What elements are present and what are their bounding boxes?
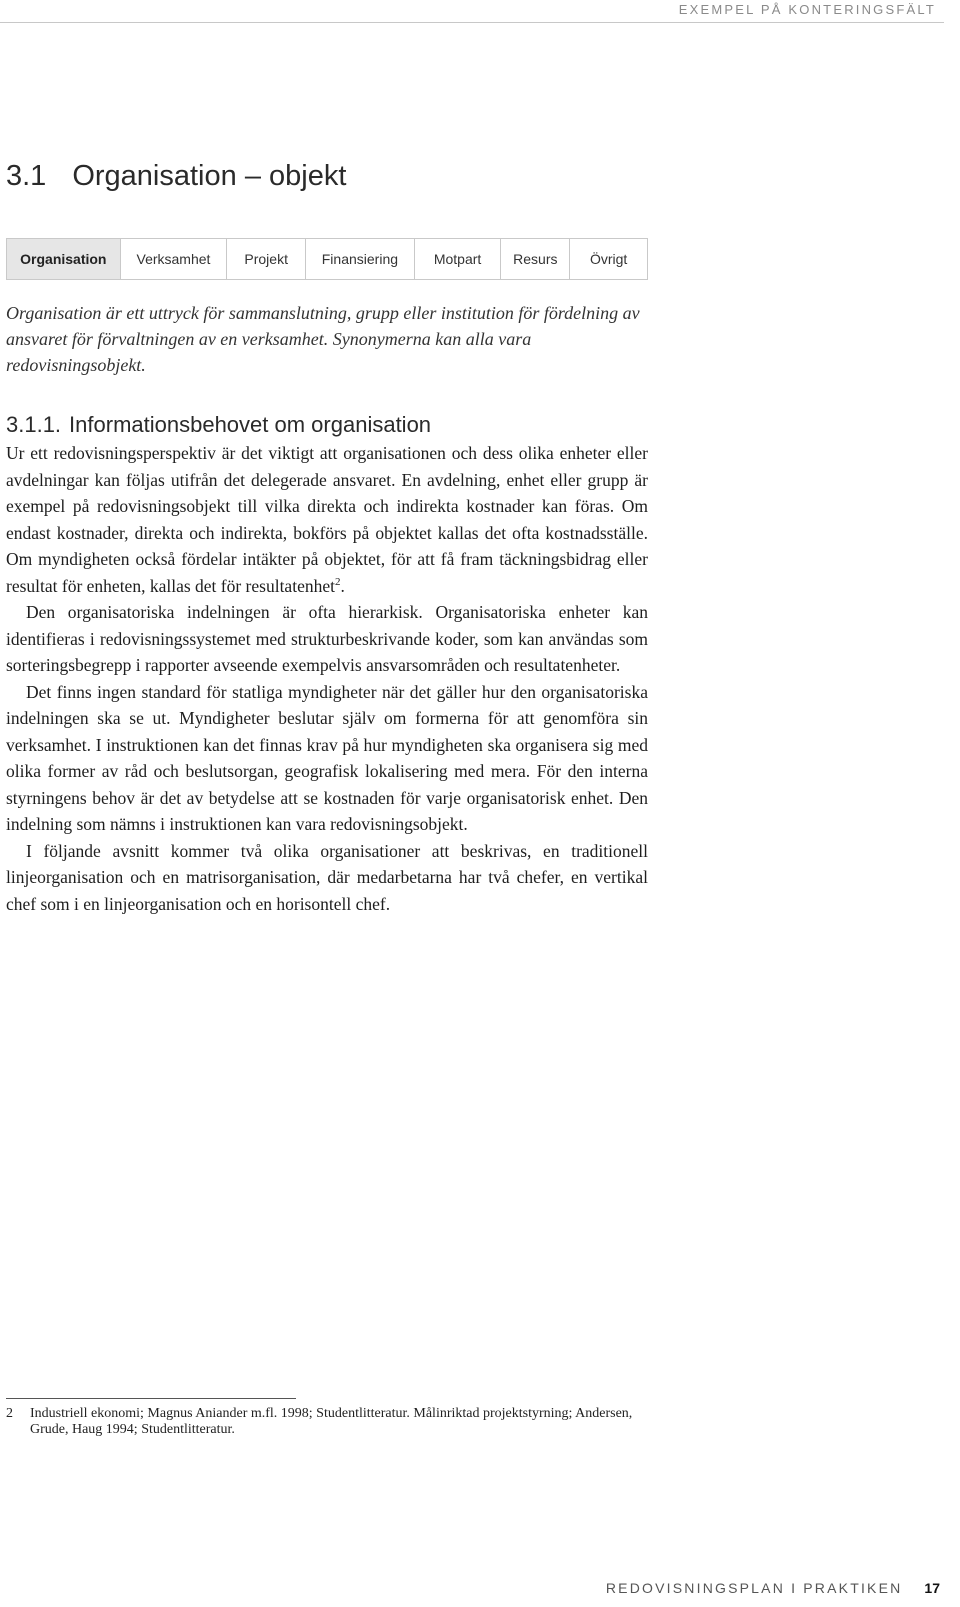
tab-resurs[interactable]: Resurs [501,239,570,279]
section-title-text: Organisation – objekt [72,160,347,192]
footnote-number: 2 [6,1406,13,1421]
intro-paragraph: Organisation är ett uttryck för sammanslutning, grupp eller institution för fördelning av ansvaret för förvaltningen av en verksamhet. Synonymerna kan alla vara redovisningsobjekt. [6,303,640,375]
body-paragraph-2: Den organisatoriska indelningen är ofta hierarkisk. Organisatoriska enheter kan identifieras i redovisningssystemet med strukturbeskrivande koder, som kan användas som sorteringsbegrepp i rapporter avseende exempelvis ansvarsområden och resultatenheter. [6,602,648,675]
section-title [6,160,346,193]
running-footer [606,1580,940,1596]
tab-verksamhet[interactable]: Verksamhet [121,239,228,279]
tab-projekt[interactable]: Projekt [227,239,306,279]
footnote-reference[interactable]: 2 [334,575,341,588]
body-paragraph-4: I följande avsnitt kommer två olika organisationer att beskrivas, en traditionell linjeorganisation och en matrisorganisation, där medarbetarna har två chefer, en vertikal chef som i en linjeorganisation och en horisontell chef. [6,840,648,914]
subsection-title [6,412,431,438]
subsection-number: 3.1.1. [6,412,62,437]
category-tabs [6,238,648,280]
header-rule [0,22,944,23]
footnote-text: Industriell ekonomi; Magnus Aniander m.fl. 1998; Studentlitteratur. Målinriktad projektstyrning; Andersen, Grude, Haug 1994; Studentlitteratur. [30,1406,633,1437]
body-paragraph-3: Det finns ingen standard för statliga myndigheter när det gäller hur den organisatoriska indelningen ska se ut. Myndigheter beslutar själv om formerna för att genomföra sin verksamhet. I instruktionen kan det finnas krav på hur myndigheten ska organisera sig med olika former av råd och beslutsorgan, geografisk lokalisering med mera. För den interna styrningens behov är det av betydelse att se kostnaden för varje organisatorisk enhet. Den indelning som nämns i instruktionen kan vara redovisningsobjekt. [6,681,648,834]
tab-finansiering[interactable]: Finansiering [306,239,415,279]
subsection-title-text: Informationsbehovet om organisation [69,412,432,437]
tab-organisation[interactable]: Organisation [7,239,121,279]
tab-ovrigt[interactable]: Övrigt [589,251,628,267]
footer-title: REDOVISNINGSPLAN I PRAKTIKEN [605,1580,903,1596]
section-number: 3.1 [6,160,47,192]
body-text [6,440,648,917]
running-header: EXEMPEL PÅ KONTERINGSFÄLT [678,2,936,17]
body-paragraph-1: Ur ett redovisningsperspektiv är det viktigt att organisationen och dess olika enheter eller avdelningar kan följas utifrån det delegerade ansvaret. En avdelning, enhet eller grupp är exempel på redovisningsobjekt till vilka direkta och indirekta kostnader kan föras. Om endast kostnader, direkta och indirekta, bokförs på objektet kallas det ofta kostnadsställe. Om myndigheten också fördelar intäkter på objektet, för att få fram täckningsbidrag eller resultat för enheten, kallas det för resultatenhet$^2$. [6,443,648,596]
footnote-rule [6,1398,296,1399]
tab-motpart[interactable]: Motpart [415,239,502,279]
footnote [6,1406,648,1438]
page-number: 17 [924,1580,940,1596]
